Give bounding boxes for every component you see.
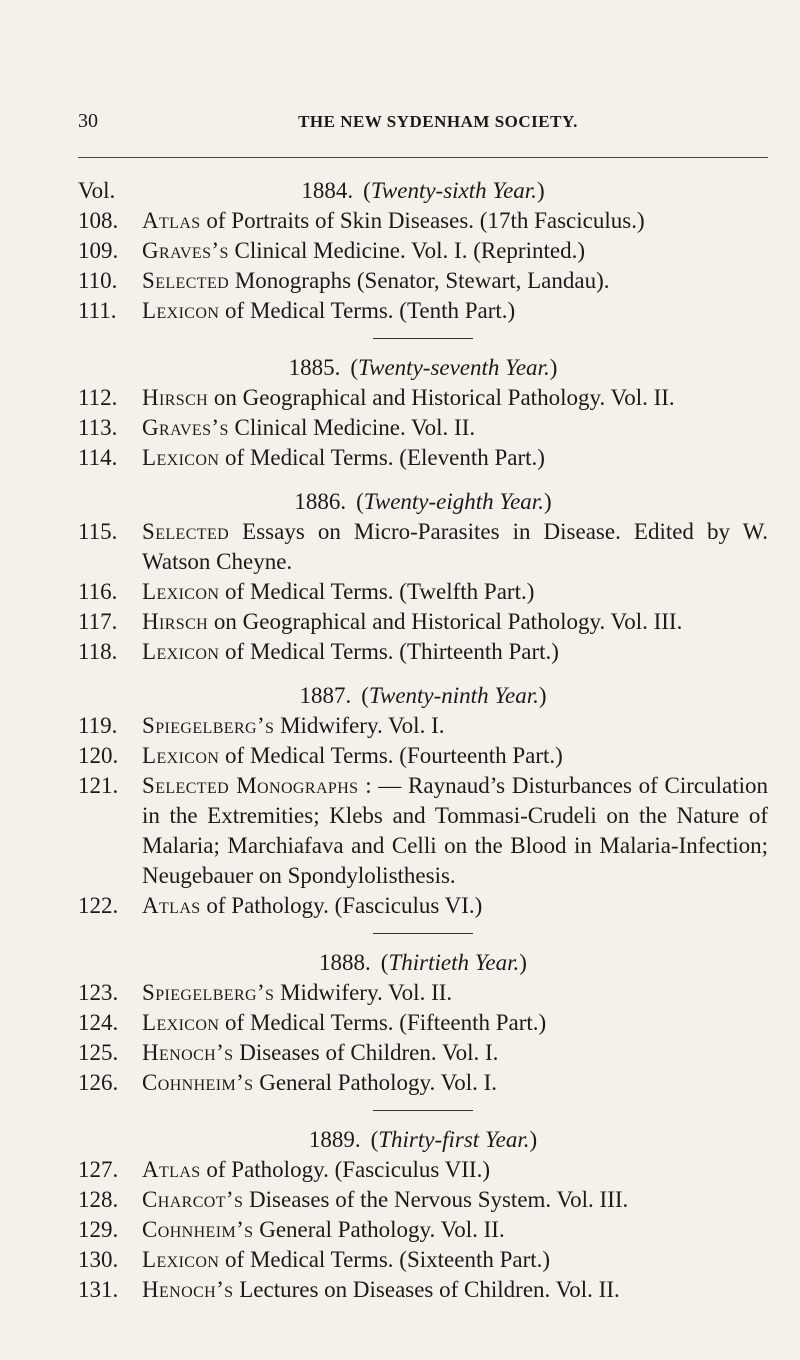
volume-number: 122. <box>78 893 119 918</box>
volume-description: of Medical Terms. (Eleventh Part.) <box>219 445 545 470</box>
volume-description: of Portraits of Skin Diseases. (17th Fasciculus.) <box>200 208 645 233</box>
volume-description: Midwifery. Vol. II. <box>274 980 453 1005</box>
list-item <box>78 1155 768 1185</box>
volume-description: of Medical Terms. (Tenth Part.) <box>219 298 516 323</box>
volume-number: 119. <box>78 713 118 738</box>
volume-author: Atlas <box>142 208 201 233</box>
list-item <box>78 1185 768 1215</box>
volume-number: 112. <box>78 385 118 410</box>
list-item <box>78 978 768 1008</box>
year-title: Twenty-eighth Year. <box>363 489 544 514</box>
volume-number: 116. <box>78 579 118 604</box>
volume-number: 131. <box>78 1277 119 1302</box>
year-title: Twenty-ninth Year. <box>368 683 539 708</box>
volume-author: Lexicon <box>142 298 220 323</box>
section-separator <box>373 1110 473 1111</box>
volume-title <box>142 1215 768 1245</box>
volume-title <box>142 236 768 266</box>
list-item <box>78 711 768 741</box>
volume-title <box>142 266 768 296</box>
volume-title <box>142 978 768 1008</box>
section-separator <box>373 933 473 934</box>
year-title: Thirtieth Year. <box>388 950 520 975</box>
year-heading: 1888. (Thirtieth Year.) <box>319 950 527 975</box>
volume-author: Hirsch <box>142 609 209 634</box>
volume-description: General Pathology. Vol. II. <box>253 1217 505 1242</box>
volume-description: of Medical Terms. (Thirteenth Part.) <box>219 639 559 664</box>
list-item <box>78 637 768 667</box>
volume-author: Charcot’s <box>142 1187 244 1212</box>
volume-author: Graves’s <box>142 238 229 263</box>
list-item <box>78 1215 768 1245</box>
volume-number: 117. <box>78 609 118 634</box>
year-heading: 1884. (Twenty-sixth Year.) <box>301 178 545 203</box>
section-gap <box>78 667 768 681</box>
volume-description: of Pathology. (Fasciculus VI.) <box>200 893 483 918</box>
volume-author: Lexicon <box>142 445 220 470</box>
volume-description: on Geographical and Historical Pathology. Vol. II. <box>208 385 675 410</box>
volume-author: Lexicon <box>142 579 220 604</box>
volume-author: Lexicon <box>142 1247 220 1272</box>
volume-number: 113. <box>78 415 118 440</box>
volume-number: 121. <box>78 773 119 798</box>
year-number: 1886. <box>294 489 347 514</box>
volume-description: of Pathology. (Fasciculus VII.) <box>200 1157 491 1182</box>
volume-number: 109. <box>78 238 119 263</box>
volume-number: 114. <box>78 445 118 470</box>
year-number: 1885. <box>288 355 341 380</box>
list-item <box>78 206 768 236</box>
volume-author: Selected <box>142 519 230 544</box>
volume-description: Lectures on Diseases of Children. Vol. II. <box>233 1277 620 1302</box>
volume-author: Lexicon <box>142 743 220 768</box>
page-number: 30 <box>78 110 98 132</box>
year-heading-row <box>78 948 768 978</box>
volume-description: : — Raynaud’s Disturbances of Circulation in the Extremities; Klebs and Tommasi-Crudeli on the Nature of Malaria; Marchiafava and Celli on the Blood in Malaria-Infection; Neugebauer on Spondylolisthesis. <box>142 773 769 888</box>
volume-number: 127. <box>78 1157 119 1182</box>
volume-author: Cohnheim’s <box>142 1217 254 1242</box>
year-title: Twenty-seventh Year. <box>358 355 550 380</box>
section-gap <box>78 473 768 487</box>
running-title: THE NEW SYDENHAM SOCIETY. <box>298 112 578 131</box>
volume-description: Essays on Micro-Parasites in Disease. Edited by W. Watson Cheyne. <box>142 519 768 574</box>
year-heading: 1887. (Twenty-ninth Year.) <box>299 683 547 708</box>
volume-title <box>142 711 768 741</box>
list-item <box>78 1068 768 1098</box>
volume-description: General Pathology. Vol. I. <box>253 1070 498 1095</box>
volume-description: Diseases of Children. Vol. I. <box>233 1040 499 1065</box>
volume-description: Midwifery. Vol. I. <box>274 713 445 738</box>
list-item <box>78 443 768 473</box>
volume-title <box>142 577 768 607</box>
volume-number: 124. <box>78 1010 119 1035</box>
volume-author: Lexicon <box>142 1010 220 1035</box>
volume-number: 111. <box>78 298 117 323</box>
year-number: 1887. <box>299 683 352 708</box>
year-title: Twenty-sixth Year. <box>370 178 537 203</box>
volume-title <box>142 1155 768 1185</box>
year-heading-row <box>78 176 768 206</box>
list-item <box>78 296 768 326</box>
volume-title <box>142 771 768 891</box>
volume-title <box>142 1068 768 1098</box>
list-item <box>78 607 768 637</box>
volume-description: on Geographical and Historical Pathology. Vol. III. <box>208 609 683 634</box>
volume-number: 129. <box>78 1217 119 1242</box>
volume-author: Graves’s <box>142 415 229 440</box>
year-heading-row <box>78 353 768 383</box>
volume-author: Atlas <box>142 893 201 918</box>
volume-author: Spiegelberg’s <box>142 980 275 1005</box>
year-heading: 1886. (Twenty-eighth Year.) <box>294 489 552 514</box>
volume-title <box>142 607 768 637</box>
volume-author: Henoch’s <box>142 1040 234 1065</box>
volume-author: Lexicon <box>142 639 220 664</box>
year-heading-row <box>78 487 768 517</box>
volume-title <box>142 296 768 326</box>
volume-description: of Medical Terms. (Sixteenth Part.) <box>219 1247 551 1272</box>
volume-author: Selected Monographs <box>142 773 359 798</box>
list-item <box>78 577 768 607</box>
volume-number: 125. <box>78 1040 119 1065</box>
volume-description: Clinical Medicine. Vol. I. (Reprinted.) <box>228 238 585 263</box>
volume-author: Hirsch <box>142 385 209 410</box>
volume-author: Atlas <box>142 1157 201 1182</box>
year-number: 1888. <box>319 950 371 975</box>
section-separator <box>373 338 473 339</box>
year-heading-row <box>78 1125 768 1155</box>
volume-description: Monographs (Senator, Stewart, Landau). <box>229 268 610 293</box>
volume-number: 126. <box>78 1070 119 1095</box>
volume-number: 123. <box>78 980 119 1005</box>
volume-title <box>142 206 768 236</box>
volume-title <box>142 1275 768 1305</box>
volume-title <box>142 637 768 667</box>
volume-title <box>142 1008 768 1038</box>
volume-description: Diseases of the Nervous System. Vol. III. <box>243 1187 629 1212</box>
volume-author: Selected <box>142 268 230 293</box>
vol-column-label: Vol. <box>78 178 116 203</box>
volume-description: of Medical Terms. (Fourteenth Part.) <box>219 743 563 768</box>
volume-title <box>142 517 768 577</box>
volume-title <box>142 443 768 473</box>
volume-title <box>142 1038 768 1068</box>
list-item <box>78 517 768 577</box>
year-heading: 1889. (Thirty-first Year.) <box>308 1127 538 1152</box>
volume-number: 120. <box>78 743 119 768</box>
volume-author: Spiegelberg’s <box>142 713 275 738</box>
volume-number: 130. <box>78 1247 119 1272</box>
volume-title <box>142 1245 768 1275</box>
volume-number: 108. <box>78 208 119 233</box>
volume-description: Clinical Medicine. Vol. II. <box>228 415 476 440</box>
volume-number: 128. <box>78 1187 119 1212</box>
list-item <box>78 236 768 266</box>
year-heading-row <box>78 681 768 711</box>
volume-description: of Medical Terms. (Fifteenth Part.) <box>219 1010 547 1035</box>
list-item <box>78 891 768 921</box>
volume-number: 115. <box>78 519 118 544</box>
volume-number: 118. <box>78 639 118 664</box>
list-item <box>78 413 768 443</box>
volume-title <box>142 383 768 413</box>
header-rule <box>78 157 768 158</box>
year-number: 1889. <box>308 1127 361 1152</box>
list-item <box>78 383 768 413</box>
year-number: 1884. <box>301 178 354 203</box>
volume-title <box>142 1185 768 1215</box>
volume-title <box>142 891 768 921</box>
running-head <box>78 110 778 140</box>
list-item <box>78 741 768 771</box>
volume-author: Henoch’s <box>142 1277 234 1302</box>
volume-description: of Medical Terms. (Twelfth Part.) <box>219 579 535 604</box>
publication-list <box>78 176 768 1305</box>
year-title: Thirty-first Year. <box>378 1127 530 1152</box>
volume-author: Cohnheim’s <box>142 1070 254 1095</box>
list-item <box>78 266 768 296</box>
list-item <box>78 1275 768 1305</box>
list-item <box>78 1038 768 1068</box>
volume-title <box>142 413 768 443</box>
list-item <box>78 1008 768 1038</box>
year-heading: 1885. (Twenty-seventh Year.) <box>288 355 558 380</box>
volume-number: 110. <box>78 268 118 293</box>
list-item <box>78 1245 768 1275</box>
volume-title <box>142 741 768 771</box>
list-item <box>78 771 768 891</box>
